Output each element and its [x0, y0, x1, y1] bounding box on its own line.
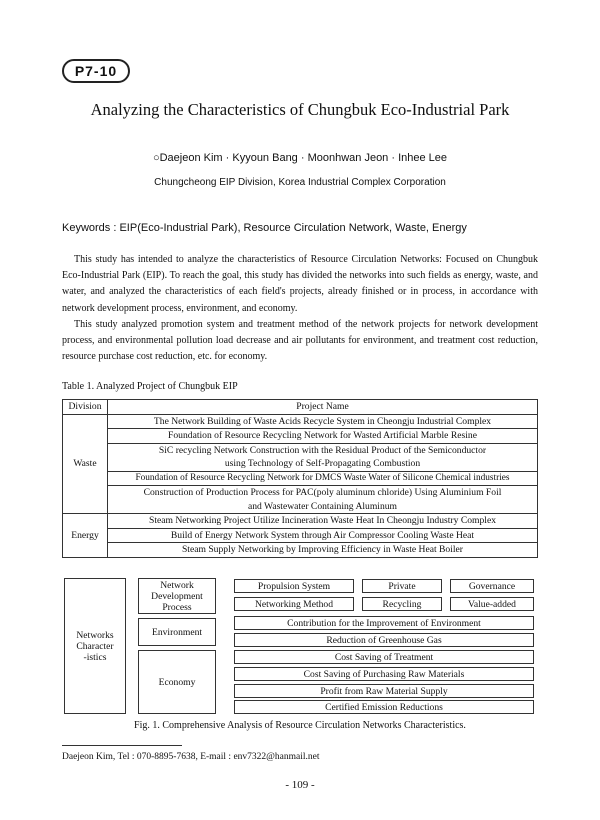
table-header-row	[63, 400, 538, 415]
ndp-item-private: Private	[362, 579, 442, 593]
footnote-divider	[62, 745, 182, 746]
table-row	[63, 514, 538, 529]
diagram-root-box	[64, 578, 126, 714]
ndp-item-value-added: Value-added	[450, 597, 534, 611]
project-cell: using Technology of Self-Propagating Combustion	[108, 457, 538, 471]
division-energy: Energy	[63, 514, 108, 558]
characteristics-diagram	[62, 576, 538, 716]
project-cell: Build of Energy Network System through Air Compressor Cooling Waste Heat	[108, 528, 538, 543]
table-row	[63, 528, 538, 543]
env-item-greenhouse-gas: Reduction of Greenhouse Gas	[234, 633, 534, 647]
project-cell: The Network Building of Waste Acids Recycle System in Cheongju Industrial Complex	[108, 414, 538, 429]
header-project-name: Project Name	[108, 400, 538, 415]
diagram-root-line: Character	[76, 640, 114, 652]
ndp-item-networking-method: Networking Method	[234, 597, 354, 611]
authors: ○Daejeon Kim · Kyyoun Bang · Moonhwan Jeon · Inhee Lee	[152, 152, 448, 164]
category-network-development-process	[138, 578, 216, 614]
category-label-line: Network	[160, 579, 194, 591]
category-label-line: Process	[162, 601, 192, 613]
footnote: Daejeon Kim, Tel : 070-8895-7638, E-mail : env7322@hanmail.net	[62, 752, 320, 762]
table-row	[63, 543, 538, 558]
eco-item-raw-material-profit: Profit from Raw Material Supply	[234, 684, 534, 698]
project-cell: Steam Supply Networking by Improving Efficiency in Waste Heat Boiler	[108, 543, 538, 558]
ndp-item-propulsion-system: Propulsion System	[234, 579, 354, 593]
project-cell: SiC recycling Network Construction with the Residual Product of the Semiconductor	[108, 443, 538, 457]
abstract-paragraph-2: This study analyzed promotion system and treatment method of the network projects for network development process, and environmental pollution load decrease and air pollutants for environment, and treatment cost reduction, resource purchase cost reduction, etc. for economy.	[62, 319, 538, 363]
table-row	[63, 414, 538, 429]
figure-caption: Fig. 1. Comprehensive Analysis of Resource Circulation Networks Characteristics.	[134, 720, 466, 731]
table-row	[63, 429, 538, 444]
session-badge: P7-10	[62, 59, 130, 83]
table-caption: Table 1. Analyzed Project of Chungbuk EIP	[62, 381, 238, 392]
table-row	[63, 500, 538, 514]
paper-title: Analyzing the Characteristics of Chungbuk Eco-Industrial Park	[90, 100, 510, 119]
keywords: Keywords : EIP(Eco-Industrial Park), Resource Circulation Network, Waste, Energy	[62, 222, 467, 234]
category-economy: Economy	[138, 650, 216, 714]
project-cell: Foundation of Resource Recycling Network for Wasted Artificial Marble Resine	[108, 429, 538, 444]
diagram-root-line: Networks	[76, 629, 114, 641]
project-cell: Construction of Production Process for PAC(poly aluminum chloride) Using Aluminium Foil	[108, 486, 538, 500]
project-cell: and Wastewater Containing Aluminum	[108, 500, 538, 514]
project-cell: Steam Networking Project Utilize Incineration Waste Heat In Cheongju Industry Complex	[108, 514, 538, 529]
division-waste: Waste	[63, 414, 108, 514]
projects-table	[62, 399, 538, 558]
page-number: - 109 -	[285, 779, 315, 791]
category-label-line: Development	[151, 590, 203, 602]
category-environment: Environment	[138, 618, 216, 646]
ndp-item-governance: Governance	[450, 579, 534, 593]
eco-item-emission-reductions: Certified Emission Reductions	[234, 700, 534, 714]
ndp-item-recycling: Recycling	[362, 597, 442, 611]
table-row	[63, 457, 538, 471]
project-cell: Foundation of Resource Recycling Network for DMCS Waste Water of Silicone Chemical industries	[108, 471, 538, 486]
abstract-paragraph-1: This study has intended to analyze the characteristics of Resource Circulation Networks: Focused on Chungbuk Eco-Industrial Park (EIP). To reach the goal, this study has divided the networks into such fields as energy, waste, and water, and analyzed the characteristics of each field's projects, already finished or in process, in accordance with network development process, environment, and economy.	[62, 254, 538, 314]
eco-item-raw-material-cost: Cost Saving of Purchasing Raw Materials	[234, 667, 534, 681]
diagram-root-line: -istics	[83, 651, 107, 663]
table-row	[63, 443, 538, 457]
affiliation: Chungcheong EIP Division, Korea Industrial Complex Corporation	[154, 177, 446, 188]
eco-item-treatment-cost: Cost Saving of Treatment	[234, 650, 534, 664]
table-row	[63, 471, 538, 486]
header-division: Division	[63, 400, 108, 415]
table-row	[63, 486, 538, 500]
env-item-improvement: Contribution for the Improvement of Environment	[234, 616, 534, 630]
